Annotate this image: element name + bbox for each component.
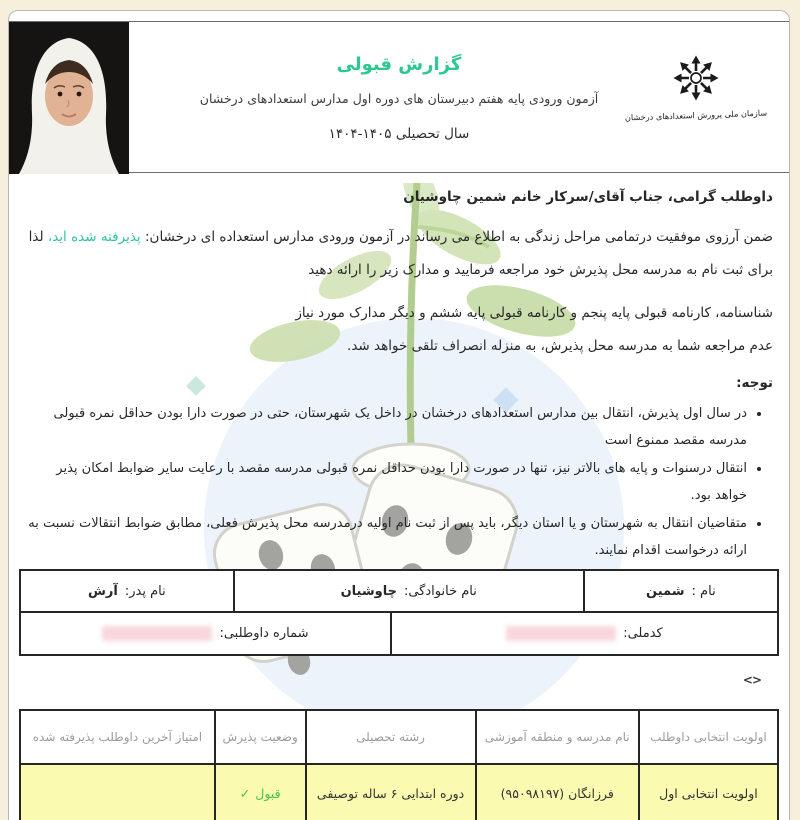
no-show-warning-line: عدم مراجعه شما به مدرسه محل پذیرش، به منزله انصراف تلقی خواهد شد.	[347, 338, 773, 354]
status-value: قبول	[255, 786, 281, 802]
candidate-number-label: شماره داوطلبی:	[219, 626, 309, 641]
result-table-data-row	[21, 765, 777, 820]
acceptance-text-after: لذا برای ثبت نام به مدرسه محل پذیرش خود مراجعه فرمایید و مدارک زیر را ارائه دهید	[28, 229, 773, 278]
header-last-score: امتیاز آخرین داوطلب پذیرفته شده	[32, 729, 203, 744]
priority-cell: اولویت انتخابی اول	[638, 765, 777, 820]
status-cell	[214, 765, 305, 820]
header-status: وضعیت پذیرش	[214, 711, 305, 763]
greeting-line	[25, 189, 773, 205]
father-name-label: نام پدر:	[124, 583, 166, 599]
family-name-value: چاوشیان	[340, 583, 397, 599]
academic-year-label: سال تحصیلی	[395, 126, 470, 142]
acceptance-text-before: ضمن آرزوی موفقیت درتمامی مراحل زندگی به اطلاع می رساند در آزمون ورودی مدارس استعداده ای درخشان:	[140, 229, 773, 245]
national-id-label: کدملی:	[623, 626, 663, 641]
national-id-cell	[390, 613, 777, 654]
name-label: نام :	[691, 583, 716, 599]
acceptance-report-card	[8, 10, 790, 820]
personal-info-table	[19, 569, 779, 656]
academic-year	[159, 126, 639, 142]
check-icon: ✓	[239, 786, 251, 802]
admission-result-table	[19, 709, 779, 820]
notice-item: • در سال اول پذیرش، انتقال بین مدارس استعدادهای درخشان در داخل یک شهرستان، حتی در صورت دارا بودن حداقل نمره قبولی مدرسه مقصد ممنوع است	[25, 400, 747, 454]
national-id-redacted	[506, 626, 616, 641]
code-icon[interactable]: <>	[742, 673, 761, 687]
header-priority: اولویت انتخابی داوطلب	[638, 711, 777, 763]
family-name-cell	[233, 571, 583, 611]
family-name-label: نام خانوادگی:	[403, 583, 477, 599]
name-value: شمین	[646, 583, 685, 599]
greeting-prefix: داوطلب گرامی، جناب آقای/سرکار خانم	[506, 189, 773, 205]
table-row	[21, 571, 777, 613]
note-label: توجه:	[736, 375, 773, 391]
candidate-name: شمین چاوشیان	[403, 189, 507, 205]
candidate-number-redacted	[102, 626, 212, 641]
last-score-cell	[21, 765, 214, 820]
name-cell	[583, 571, 777, 611]
result-table-header-row	[21, 711, 777, 765]
student-photo	[9, 22, 129, 174]
report-body	[25, 179, 773, 565]
candidate-number-cell	[21, 613, 390, 654]
accepted-status-text: پذیرفته شده اید،	[47, 229, 141, 245]
father-name-cell	[21, 571, 233, 611]
father-name-value: آرش	[87, 583, 118, 599]
notice-item: • انتقال درسنوات و پایه های بالاتر نیز، تنها در صورت دارا بودن حداقل نمره قبولی مدرسه مقصد با رعایت سایر ضوابط امکان پذیر خواهد بود.	[25, 455, 747, 509]
exam-subtitle: آزمون ورودی پایه هفتم دبیرستان های دوره اول مدارس استعدادهای درخشان	[199, 91, 599, 106]
academic-year-range: ۱۴۰۴-۱۴۰۵	[328, 126, 392, 142]
table-row	[21, 613, 777, 654]
nodet-star-icon	[670, 52, 722, 104]
notice-item: • متقاضیان انتقال به شهرستان و یا استان دیگر، باید پس از ثبت نام اولیه درمدرسه محل پذیرش فعلی، مطابق ضوابط انتقالات نسبت به ارائه درخواست اقدام نمایند.	[25, 510, 747, 564]
school-cell: فرزانگان (۹۵۰۹۸۱۹۷)	[475, 765, 638, 820]
acceptance-paragraph	[25, 221, 773, 287]
field-cell: دوره ابتدایی ۶ ساله توصیفی	[305, 765, 475, 820]
student-portrait-image	[9, 22, 129, 174]
header-field: رشته تحصیلی	[305, 711, 475, 763]
nodet-logo-caption: سازمان ملی پرورش استعدادهای درخشان	[624, 108, 768, 123]
nodet-logo	[617, 52, 775, 123]
header-school: نام مدرسه و منطقه آموزشی	[475, 711, 638, 763]
page-title: گزارش قبولی	[336, 54, 462, 75]
report-header	[9, 21, 789, 173]
required-documents-line: شناسنامه، کارنامه قبولی پایه پنجم و کارنامه قبولی پایه ششم و دیگر مدارک مورد نیاز	[295, 305, 773, 321]
notice-list	[25, 400, 747, 564]
